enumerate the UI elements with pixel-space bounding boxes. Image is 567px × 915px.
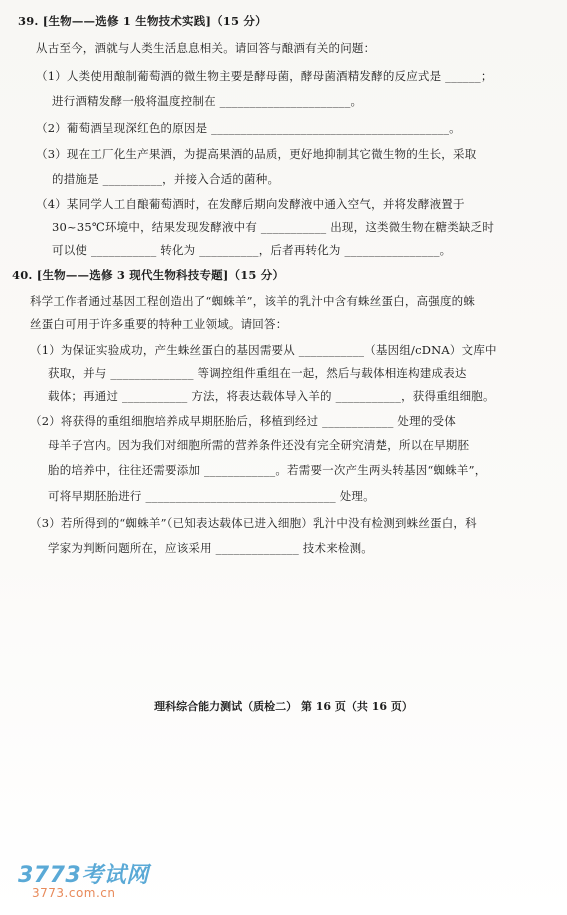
- site-watermark-logo: [18, 858, 158, 908]
- page-footer: 理科综合能力测试（质检二） 第 16 页（共 16 页）: [154, 700, 413, 713]
- q39-part1-line2: 进行酒精发酵一般将温度控制在 ______________________。: [52, 94, 363, 108]
- q40-part3-line1: （3）若所得到的“蜘蛛羊”（已知表达载体已进入细胞）乳汁中没有检测到蛛丝蛋白，科: [30, 516, 477, 530]
- q40-part2-line2: 母羊子宫内。因为我们对细胞所需的营养条件还没有完全研究清楚，所以在早期胚: [48, 438, 470, 452]
- q39-part2: （2）葡萄酒呈现深红色的原因是 ________________________________________。: [36, 121, 461, 135]
- q40-intro-line2: 丝蛋白可用于许多重要的特种工业领域。请回答：: [30, 317, 288, 331]
- q40-part2-line3: 胎的培养中，往往还需要添加 ____________。若需要一次产生两头转基因“蜘蛛羊”，: [48, 463, 487, 477]
- q39-part1-line1: （1）人类使用酿制葡萄酒的微生物主要是酵母菌，酵母菌酒精发酵的反应式是 ______；: [36, 69, 493, 83]
- q40-part2-line1: （2）将获得的重组细胞培养成早期胚胎后，移植到经过 ____________ 处理的受体: [30, 414, 456, 428]
- q40-intro-line1: 科学工作者通过基因工程创造出了“蜘蛛羊”，该羊的乳汁中含有蛛丝蛋白，高强度的蛛: [30, 294, 476, 308]
- q40-title: 40. [生物——选修 3 现代生物科技专题]（15 分）: [12, 268, 285, 282]
- q39-part4-line2: 30~35℃环境中，结果发现发酵液中有 ___________ 出现，这类微生物在糖类缺乏时: [52, 220, 495, 234]
- watermark-main-text: 3773考试网: [18, 863, 149, 888]
- q40-part1-line2: 获取，并与 ______________ 等调控组件重组在一起，然后与载体相连构建成表达: [48, 366, 467, 380]
- q39-title: 39. [生物——选修 1 生物技术实践]（15 分）: [18, 14, 267, 28]
- q40-part1-line1: （1）为保证实验成功，产生蛛丝蛋白的基因需要从 ___________（基因组/cDNA）文库中: [30, 343, 497, 357]
- q40-part3-line2: 学家为判断问题所在，应该采用 ______________ 技术来检测。: [48, 541, 374, 555]
- q40-part1-line3: 载体；再通过 ___________ 方法，将表达载体导入羊的 ___________，获得重组细胞。: [48, 389, 495, 403]
- q39-intro: 从古至今，酒就与人类生活息息相关。请回答与酿酒有关的问题：: [36, 41, 376, 55]
- watermark-sub-text: 3773.com.cn: [32, 886, 116, 900]
- q39-part4-line3: 可以使 ___________ 转化为 __________，后者再转化为 ________________。: [52, 243, 452, 257]
- q39-part3-line2: 的措施是 __________，并接入合适的菌种。: [52, 172, 280, 186]
- q40-part2-line4: 可将早期胚胎进行 ________________________________ 处理。: [48, 489, 375, 503]
- q39-part3-line1: （3）现在工厂化生产果酒，为提高果酒的品质，更好地抑制其它微生物的生长，采取: [36, 147, 477, 161]
- q39-part4-line1: （4）某同学人工自酿葡萄酒时，在发酵后期向发酵液中通入空气，并将发酵液置于: [36, 197, 465, 211]
